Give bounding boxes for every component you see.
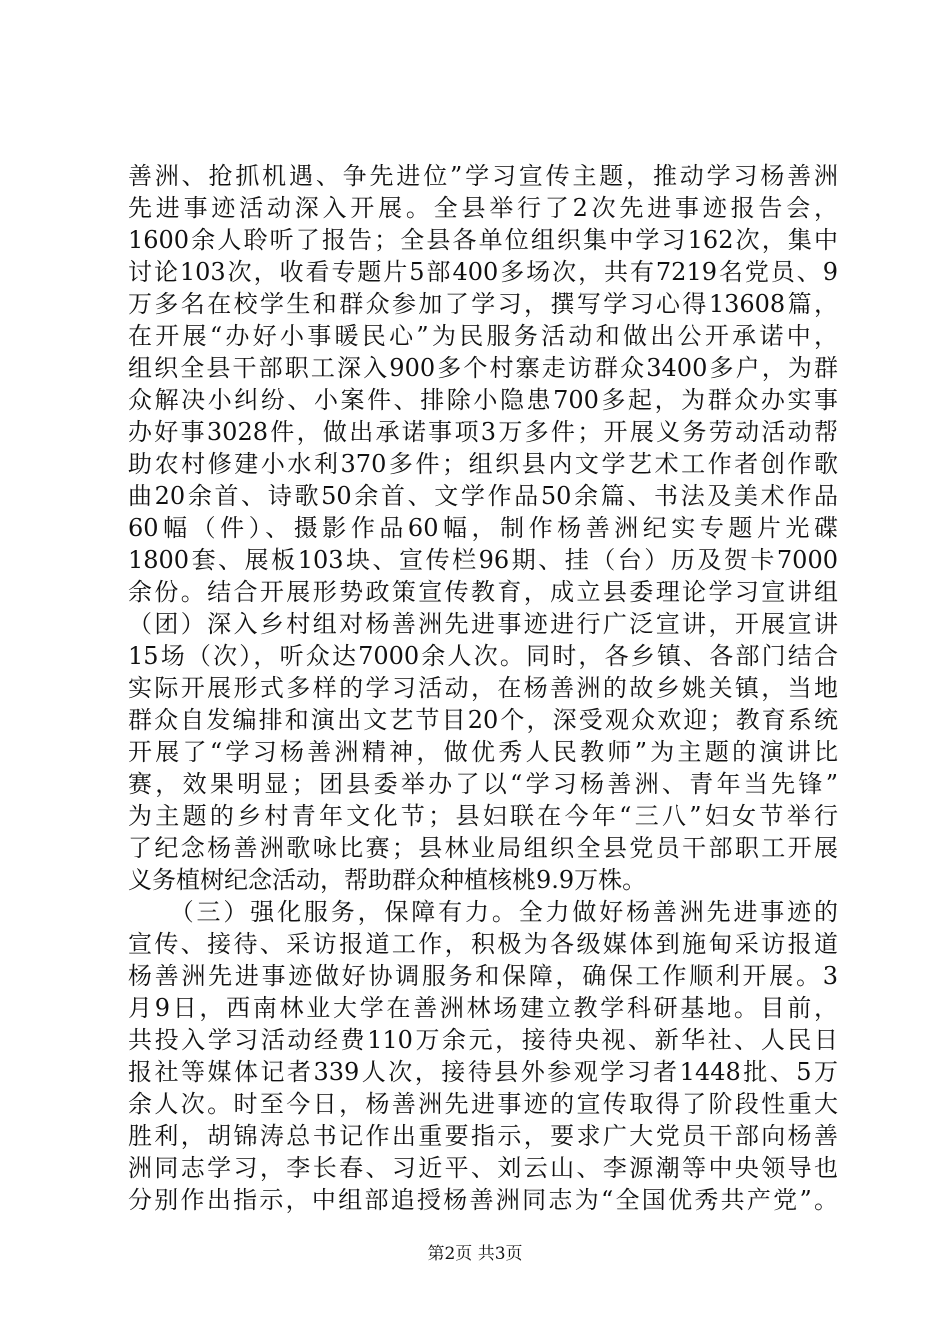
text-line: 1600余人聆听了报告；全县各单位组织集中学习162次，集中 bbox=[128, 226, 838, 254]
text-line: 群众自发编排和演出文艺节目20个，深受观众欢迎；教育系统 bbox=[128, 706, 838, 734]
text-line: 1800套、展板103块、宣传栏96期、挂（台）历及贺卡7000 bbox=[128, 546, 838, 574]
text-line: 月9日，西南林业大学在善洲林场建立教学科研基地。目前， bbox=[128, 994, 838, 1022]
text-line: 在开展“办好小事暖民心”为民服务活动和做出公开承诺中， bbox=[128, 322, 838, 350]
text-line: 洲同志学习，李长春、习近平、刘云山、李源潮等中央领导也 bbox=[128, 1154, 838, 1182]
text-line: 了纪念杨善洲歌咏比赛；县林业局组织全县党员干部职工开展 bbox=[128, 834, 838, 862]
text-line: 胜利，胡锦涛总书记作出重要指示，要求广大党员干部向杨善 bbox=[128, 1122, 838, 1150]
text-line: 报社等媒体记者339人次，接待县外参观学习者1448批、5万 bbox=[128, 1058, 838, 1086]
text-line: 宣传、接待、采访报道工作，积极为各级媒体到施甸采访报道 bbox=[128, 930, 838, 958]
text-line: 善洲、抢抓机遇、争先进位”学习宣传主题，推动学习杨善洲 bbox=[128, 162, 838, 190]
document-body bbox=[128, 160, 838, 1216]
text-line: 先进事迹活动深入开展。全县举行了2次先进事迹报告会， bbox=[128, 194, 838, 222]
text-line: 组织全县干部职工深入900多个村寨走访群众3400多户，为群 bbox=[128, 354, 838, 382]
text-line: 实际开展形式多样的学习活动，在杨善洲的故乡姚关镇，当地 bbox=[128, 674, 838, 702]
text-line: 助农村修建小水利370多件；组织县内文学艺术工作者创作歌 bbox=[128, 450, 838, 478]
text-line: 余份。结合开展形势政策宣传教育，成立县委理论学习宣讲组 bbox=[128, 578, 838, 606]
text-line: 义务植树纪念活动，帮助群众种植核桃9.9万株。 bbox=[128, 866, 647, 894]
text-line: 分别作出指示，中组部追授杨善洲同志为“全国优秀共产党”。 bbox=[128, 1186, 838, 1214]
text-line: 众解决小纠纷、小案件、排除小隐患700多起，为群众办实事 bbox=[128, 386, 838, 414]
text-line: 15场（次），听众达7000余人次。同时，各乡镇、各部门结合 bbox=[128, 642, 838, 670]
text-line: 共投入学习活动经费110万余元，接待央视、新华社、人民日 bbox=[128, 1026, 838, 1054]
text-line: 讨论103次，收看专题片5部400多场次，共有7219名党员、9 bbox=[128, 258, 838, 286]
text-line: 曲20余首、诗歌50余首、文学作品50余篇、书法及美术作品 bbox=[128, 482, 838, 510]
text-line: 办好事3028件，做出承诺事项3万多件；开展义务劳动活动帮 bbox=[128, 418, 838, 446]
text-line: 为主题的乡村青年文化节；县妇联在今年“三八”妇女节举行 bbox=[128, 802, 838, 830]
text-line: 60幅（件）、摄影作品60幅，制作杨善洲纪实专题片光碟 bbox=[128, 514, 838, 542]
text-line: 余人次。时至今日，杨善洲先进事迹的宣传取得了阶段性重大 bbox=[128, 1090, 838, 1118]
text-line: 万多名在校学生和群众参加了学习，撰写学习心得13608篇， bbox=[128, 290, 838, 318]
text-line: 开展了“学习杨善洲精神，做优秀人民教师”为主题的演讲比 bbox=[128, 738, 838, 766]
text-line: 杨善洲先进事迹做好协调服务和保障，确保工作顺利开展。3 bbox=[128, 962, 838, 990]
page-footer: 第2页 共3页 bbox=[427, 1244, 523, 1264]
text-line: 赛，效果明显；团县委举办了以“学习杨善洲、青年当先锋” bbox=[128, 770, 838, 798]
text-line: （团）深入乡村组对杨善洲先进事迹进行广泛宣讲，开展宣讲 bbox=[128, 610, 838, 638]
text-line: （三）强化服务，保障有力。全力做好杨善洲先进事迹的 bbox=[128, 898, 838, 926]
